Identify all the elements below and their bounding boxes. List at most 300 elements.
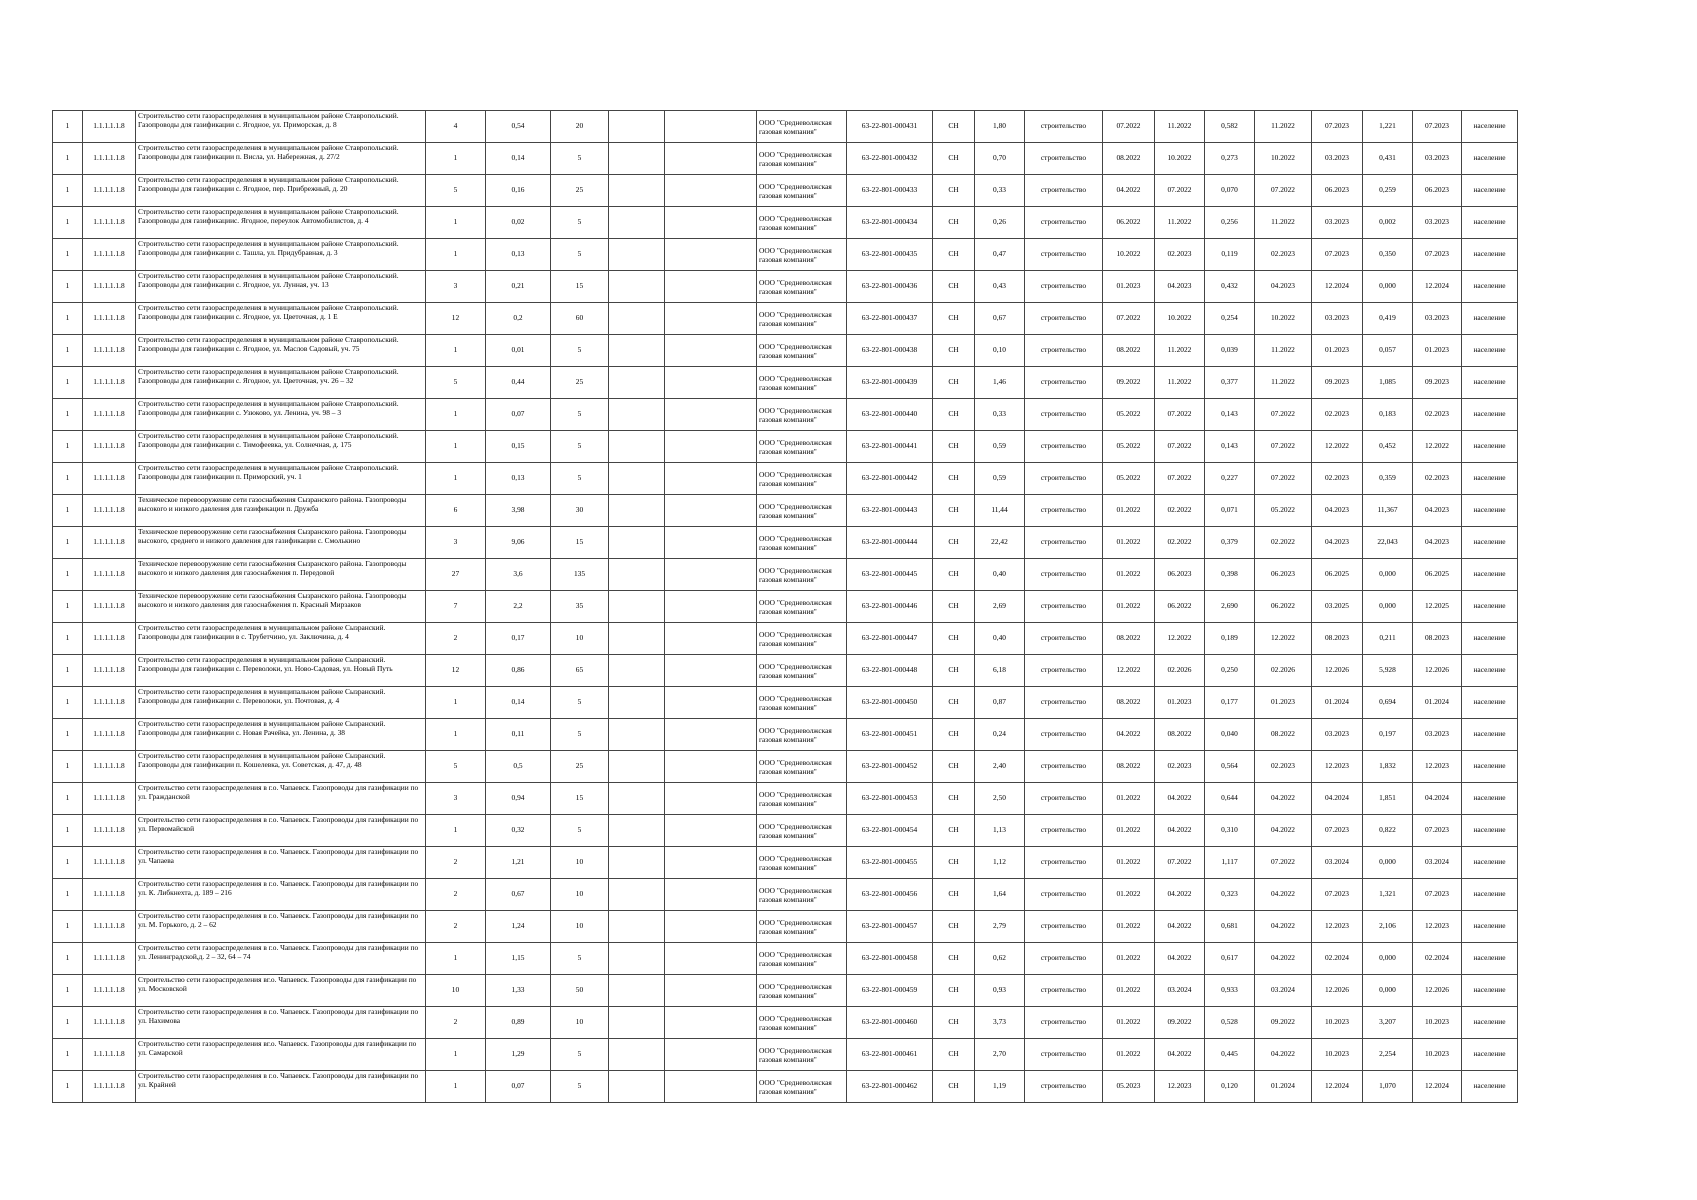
stage1-end-date-cell: 07.2022 [1155,175,1205,207]
start-date-cell: 05.2022 [1103,399,1155,431]
description-text: Строительство сети газораспределения в г.о. Чапаевск. Газопроводы для газификации по ул. Гражданской [138,783,419,801]
stage1-value-cell: 0,120 [1205,1071,1255,1103]
capacity-cell: 10 [551,1007,609,1039]
work-type-cell: строительство [1025,175,1103,207]
stage1-value-cell: 0,445 [1205,1039,1255,1071]
work-type-cell: строительство [1025,143,1103,175]
pressure-category-cell: СН [933,431,975,463]
description-text: Строительство сети газораспределения в муниципальном районе Сызранский. Газопроводы для газификации с. Переволоки, ул. Ново-Садовая, ул. Новый Путь [138,655,393,673]
length-cell: 3,6 [486,559,551,591]
start-date-cell: 04.2022 [1103,719,1155,751]
stage1-value-cell: 0,256 [1205,207,1255,239]
code-cell: 1.1.1.1.1.8 [83,1039,136,1071]
quantity-cell: 2 [426,847,486,879]
description-text: Строительство сети газораспределения в г.о. Чапаевск. Газопроводы для газификации по ул. Первомайской [138,815,419,833]
stage1-end-date-cell: 01.2023 [1155,687,1205,719]
organization-cell: ООО "Средневолжская газовая компания" [757,975,847,1007]
code-cell: 1.1.1.1.1.8 [83,175,136,207]
consumer-category-cell: население [1462,591,1518,623]
stage2-start-date-cell: 07.2022 [1255,463,1312,495]
description-text: Строительство сети газораспределения в муниципальном районе Ставропольский. Газопроводы для газификации с. Ягодное, ул. Маслов Садовый, уч. 75 [138,335,399,353]
registry-number-cell: 63-22-801-000450 [847,687,933,719]
empty-cell [665,399,757,431]
consumer-category-cell: население [1462,431,1518,463]
stage2-end-date-cell: 06.2023 [1312,175,1363,207]
table-body [53,111,1518,1103]
registry-number-cell: 63-22-801-000448 [847,655,933,687]
stage2-end-date-cell: 07.2023 [1312,879,1363,911]
empty-cell [665,207,757,239]
stage2-end-date-cell: 09.2023 [1312,367,1363,399]
stage2-start-date-cell: 04.2022 [1255,783,1312,815]
empty-cell [609,335,665,367]
organization-cell: ООО "Средневолжская газовая компания" [757,943,847,975]
consumer-category-cell: население [1462,143,1518,175]
consumer-category-cell: население [1462,1071,1518,1103]
cost-cell: 6,18 [975,655,1025,687]
completion-date-cell: 03.2023 [1413,207,1462,239]
quantity-cell: 2 [426,911,486,943]
code-cell: 1.1.1.1.1.8 [83,271,136,303]
stage2-end-date-cell: 06.2025 [1312,559,1363,591]
stage1-value-cell: 0,432 [1205,271,1255,303]
description-cell [136,911,426,943]
stage1-value-cell: 0,617 [1205,943,1255,975]
completion-date-cell: 03.2024 [1413,847,1462,879]
organization-cell: ООО "Средневолжская газовая компания" [757,239,847,271]
empty-cell [665,751,757,783]
empty-cell [665,431,757,463]
stage2-end-date-cell: 03.2023 [1312,207,1363,239]
completion-date-cell: 01.2024 [1413,687,1462,719]
registry-number-cell: 63-22-801-000445 [847,559,933,591]
stage2-end-date-cell: 08.2023 [1312,623,1363,655]
start-date-cell: 10.2022 [1103,239,1155,271]
cost-cell: 1,46 [975,367,1025,399]
organization-cell: ООО "Средневолжская газовая компания" [757,431,847,463]
description-cell [136,591,426,623]
table-row [53,303,1518,335]
empty-cell [609,463,665,495]
table-row [53,943,1518,975]
start-date-cell: 01.2022 [1103,527,1155,559]
organization-cell: ООО "Средневолжская газовая компания" [757,751,847,783]
start-date-cell: 01.2022 [1103,975,1155,1007]
stage1-end-date-cell: 04.2023 [1155,271,1205,303]
cost-cell: 11,44 [975,495,1025,527]
length-cell: 0,11 [486,719,551,751]
code-cell: 1.1.1.1.1.8 [83,943,136,975]
empty-cell [609,431,665,463]
empty-cell [665,303,757,335]
code-cell: 1.1.1.1.1.8 [83,207,136,239]
pressure-category-cell: СН [933,879,975,911]
pressure-category-cell: СН [933,591,975,623]
cost-cell: 2,50 [975,783,1025,815]
stage1-value-cell: 0,071 [1205,495,1255,527]
capacity-cell: 60 [551,303,609,335]
work-type-cell: строительство [1025,655,1103,687]
completion-date-cell: 07.2023 [1413,815,1462,847]
capacity-cell: 5 [551,943,609,975]
stage1-value-cell: 0,528 [1205,1007,1255,1039]
quantity-cell: 5 [426,175,486,207]
length-cell: 0,89 [486,1007,551,1039]
stage1-end-date-cell: 02.2026 [1155,655,1205,687]
length-cell: 0,54 [486,111,551,143]
table-row [53,1071,1518,1103]
capacity-cell: 5 [551,335,609,367]
stage1-end-date-cell: 04.2022 [1155,1039,1205,1071]
cost-cell: 2,79 [975,911,1025,943]
row-number-cell: 1 [53,143,83,175]
description-text: Строительство сети газораспределения в г.о. Чапаевск. Газопроводы для газификации по ул. Ленинградской,д. 2 – 32, 64 – 74 [138,943,419,961]
row-number-cell: 1 [53,175,83,207]
empty-cell [665,591,757,623]
stage2-start-date-cell: 02.2022 [1255,527,1312,559]
registry-number-cell: 63-22-801-000462 [847,1071,933,1103]
stage2-value-cell: 1,070 [1363,1071,1413,1103]
pressure-category-cell: СН [933,719,975,751]
code-cell: 1.1.1.1.1.8 [83,1007,136,1039]
description-text: Строительство сети газораспределения вг.о. Чапаевск. Газопроводы для газификации по ул. Московской [138,975,417,993]
stage2-value-cell: 0,183 [1363,399,1413,431]
row-number-cell: 1 [53,303,83,335]
empty-cell [609,975,665,1007]
row-number-cell: 1 [53,943,83,975]
organization-cell: ООО "Средневолжская газовая компания" [757,591,847,623]
organization-cell: ООО "Средневолжская газовая компания" [757,1039,847,1071]
empty-cell [609,879,665,911]
stage2-start-date-cell: 04.2023 [1255,271,1312,303]
registry-number-cell: 63-22-801-000461 [847,1039,933,1071]
stage1-end-date-cell: 07.2022 [1155,847,1205,879]
start-date-cell: 01.2023 [1103,271,1155,303]
cost-cell: 0,47 [975,239,1025,271]
stage1-end-date-cell: 08.2022 [1155,719,1205,751]
stage2-value-cell: 3,207 [1363,1007,1413,1039]
empty-cell [609,175,665,207]
capacity-cell: 15 [551,527,609,559]
pressure-category-cell: СН [933,1007,975,1039]
cost-cell: 0,33 [975,399,1025,431]
start-date-cell: 01.2022 [1103,879,1155,911]
work-type-cell: строительство [1025,719,1103,751]
empty-cell [665,879,757,911]
registry-number-cell: 63-22-801-000444 [847,527,933,559]
consumer-category-cell: население [1462,623,1518,655]
start-date-cell: 01.2022 [1103,1039,1155,1071]
description-cell [136,463,426,495]
work-type-cell: строительство [1025,591,1103,623]
stage2-value-cell: 1,221 [1363,111,1413,143]
stage1-value-cell: 0,040 [1205,719,1255,751]
organization-cell: ООО "Средневолжская газовая компания" [757,143,847,175]
completion-date-cell: 12.2025 [1413,591,1462,623]
work-type-cell: строительство [1025,367,1103,399]
description-cell [136,207,426,239]
description-cell [136,783,426,815]
quantity-cell: 2 [426,879,486,911]
pressure-category-cell: СН [933,271,975,303]
capacity-cell: 5 [551,399,609,431]
stage2-end-date-cell: 10.2023 [1312,1039,1363,1071]
work-type-cell: строительство [1025,399,1103,431]
row-number-cell: 1 [53,271,83,303]
stage1-end-date-cell: 02.2022 [1155,527,1205,559]
completion-date-cell: 02.2023 [1413,399,1462,431]
registry-number-cell: 63-22-801-000453 [847,783,933,815]
length-cell: 0,16 [486,175,551,207]
work-type-cell: строительство [1025,879,1103,911]
description-cell [136,303,426,335]
table-row [53,655,1518,687]
code-cell: 1.1.1.1.1.8 [83,463,136,495]
work-type-cell: строительство [1025,815,1103,847]
organization-cell: ООО "Средневолжская газовая компания" [757,207,847,239]
stage2-value-cell: 1,851 [1363,783,1413,815]
stage1-end-date-cell: 11.2022 [1155,335,1205,367]
description-text: Строительство сети газораспределения в муниципальном районе Ставропольский. Газопроводы для газификациис. Ягодное, переулок Автомобилистов, д. 4 [138,207,399,225]
code-cell: 1.1.1.1.1.8 [83,111,136,143]
code-cell: 1.1.1.1.1.8 [83,623,136,655]
stage1-value-cell: 0,644 [1205,783,1255,815]
row-number-cell: 1 [53,879,83,911]
description-text: Строительство сети газораспределения в муниципальном районе Ставропольский. Газопроводы для газификации с. Ягодное, пер. Прибрежный, д. 20 [138,175,399,193]
organization-cell: ООО "Средневолжская газовая компания" [757,527,847,559]
quantity-cell: 1 [426,143,486,175]
description-text: Техническое перевооружение сети газоснабжения Сызранского района. Газопроводы высокого, среднего и низкого давления для газификации с. Смолькино [138,527,407,545]
pressure-category-cell: СН [933,783,975,815]
completion-date-cell: 12.2023 [1413,911,1462,943]
stage1-end-date-cell: 06.2023 [1155,559,1205,591]
capacity-cell: 5 [551,239,609,271]
completion-date-cell: 02.2024 [1413,943,1462,975]
pressure-category-cell: СН [933,815,975,847]
consumer-category-cell: население [1462,111,1518,143]
table-row [53,527,1518,559]
capacity-cell: 25 [551,175,609,207]
stage2-end-date-cell: 12.2022 [1312,431,1363,463]
code-cell: 1.1.1.1.1.8 [83,655,136,687]
start-date-cell: 08.2022 [1103,687,1155,719]
work-type-cell: строительство [1025,559,1103,591]
start-date-cell: 04.2022 [1103,175,1155,207]
work-type-cell: строительство [1025,975,1103,1007]
cost-cell: 0,40 [975,559,1025,591]
capacity-cell: 10 [551,911,609,943]
stage2-value-cell: 0,000 [1363,943,1413,975]
stage2-start-date-cell: 11.2022 [1255,111,1312,143]
consumer-category-cell: население [1462,943,1518,975]
stage1-value-cell: 0,250 [1205,655,1255,687]
stage2-value-cell: 11,367 [1363,495,1413,527]
stage2-start-date-cell: 07.2022 [1255,431,1312,463]
description-cell [136,559,426,591]
pressure-category-cell: СН [933,847,975,879]
empty-cell [609,655,665,687]
quantity-cell: 1 [426,239,486,271]
organization-cell: ООО "Средневолжская газовая компания" [757,687,847,719]
capacity-cell: 35 [551,591,609,623]
empty-cell [665,975,757,1007]
stage2-end-date-cell: 03.2023 [1312,303,1363,335]
description-cell [136,687,426,719]
consumer-category-cell: население [1462,879,1518,911]
code-cell: 1.1.1.1.1.8 [83,399,136,431]
stage2-end-date-cell: 12.2024 [1312,1071,1363,1103]
stage1-value-cell: 0,143 [1205,431,1255,463]
quantity-cell: 2 [426,623,486,655]
start-date-cell: 05.2022 [1103,463,1155,495]
organization-cell: ООО "Средневолжская газовая компания" [757,463,847,495]
completion-date-cell: 03.2023 [1413,719,1462,751]
stage2-value-cell: 0,822 [1363,815,1413,847]
completion-date-cell: 08.2023 [1413,623,1462,655]
length-cell: 1,33 [486,975,551,1007]
row-number-cell: 1 [53,239,83,271]
table-row [53,399,1518,431]
stage2-value-cell: 0,000 [1363,591,1413,623]
quantity-cell: 1 [426,399,486,431]
consumer-category-cell: население [1462,559,1518,591]
code-cell: 1.1.1.1.1.8 [83,719,136,751]
description-text: Строительство сети газораспределения в муниципальном районе Сызранский. Газопроводы для газификации с. Новая Рачейка, ул. Ленина, д. 38 [138,719,386,737]
empty-cell [609,207,665,239]
description-cell [136,1071,426,1103]
length-cell: 0,13 [486,239,551,271]
quantity-cell: 1 [426,1071,486,1103]
cost-cell: 0,40 [975,623,1025,655]
completion-date-cell: 04.2023 [1413,495,1462,527]
stage2-value-cell: 0,000 [1363,975,1413,1007]
table-row [53,431,1518,463]
table-row [53,783,1518,815]
description-cell [136,751,426,783]
consumer-category-cell: население [1462,495,1518,527]
organization-cell: ООО "Средневолжская газовая компания" [757,783,847,815]
work-type-cell: строительство [1025,1071,1103,1103]
row-number-cell: 1 [53,559,83,591]
start-date-cell: 08.2022 [1103,751,1155,783]
pressure-category-cell: СН [933,239,975,271]
row-number-cell: 1 [53,911,83,943]
code-cell: 1.1.1.1.1.8 [83,879,136,911]
table-row [53,591,1518,623]
work-type-cell: строительство [1025,335,1103,367]
organization-cell: ООО "Средневолжская газовая компания" [757,1071,847,1103]
empty-cell [609,111,665,143]
pressure-category-cell: СН [933,1039,975,1071]
row-number-cell: 1 [53,1039,83,1071]
investment-program-table [52,110,1518,1103]
stage2-value-cell: 0,000 [1363,271,1413,303]
cost-cell: 0,70 [975,143,1025,175]
code-cell: 1.1.1.1.1.8 [83,495,136,527]
stage2-end-date-cell: 04.2023 [1312,495,1363,527]
stage2-value-cell: 0,359 [1363,463,1413,495]
stage2-end-date-cell: 02.2024 [1312,943,1363,975]
description-cell [136,655,426,687]
pressure-category-cell: СН [933,623,975,655]
table-row [53,975,1518,1007]
work-type-cell: строительство [1025,239,1103,271]
stage2-start-date-cell: 01.2023 [1255,687,1312,719]
stage2-value-cell: 0,350 [1363,239,1413,271]
cost-cell: 0,43 [975,271,1025,303]
completion-date-cell: 03.2023 [1413,143,1462,175]
row-number-cell: 1 [53,655,83,687]
completion-date-cell: 04.2024 [1413,783,1462,815]
empty-cell [665,463,757,495]
registry-number-cell: 63-22-801-000431 [847,111,933,143]
start-date-cell: 01.2022 [1103,559,1155,591]
registry-number-cell: 63-22-801-000458 [847,943,933,975]
stage2-value-cell: 0,197 [1363,719,1413,751]
stage2-value-cell: 1,321 [1363,879,1413,911]
length-cell: 0,14 [486,687,551,719]
row-number-cell: 1 [53,399,83,431]
stage2-end-date-cell: 12.2023 [1312,911,1363,943]
stage1-end-date-cell: 04.2022 [1155,911,1205,943]
pressure-category-cell: СН [933,143,975,175]
completion-date-cell: 09.2023 [1413,367,1462,399]
row-number-cell: 1 [53,495,83,527]
length-cell: 0,15 [486,431,551,463]
table-row [53,847,1518,879]
completion-date-cell: 12.2023 [1413,751,1462,783]
empty-cell [665,175,757,207]
empty-cell [609,495,665,527]
capacity-cell: 50 [551,975,609,1007]
length-cell: 9,06 [486,527,551,559]
completion-date-cell: 04.2023 [1413,527,1462,559]
registry-number-cell: 63-22-801-000452 [847,751,933,783]
stage2-start-date-cell: 01.2024 [1255,1071,1312,1103]
work-type-cell: строительство [1025,463,1103,495]
row-number-cell: 1 [53,367,83,399]
description-cell [136,623,426,655]
consumer-category-cell: население [1462,303,1518,335]
registry-number-cell: 63-22-801-000433 [847,175,933,207]
pressure-category-cell: СН [933,911,975,943]
capacity-cell: 5 [551,687,609,719]
description-text: Строительство сети газораспределения в муниципальном районе Сызранский. Газопроводы для газификации п. Кошелевка, ул. Советская, д. 47, д. 48 [138,751,386,769]
empty-cell [665,687,757,719]
work-type-cell: строительство [1025,623,1103,655]
length-cell: 0,2 [486,303,551,335]
registry-number-cell: 63-22-801-000460 [847,1007,933,1039]
consumer-category-cell: население [1462,751,1518,783]
cost-cell: 1,19 [975,1071,1025,1103]
completion-date-cell: 10.2023 [1413,1007,1462,1039]
organization-cell: ООО "Средневолжская газовая компания" [757,847,847,879]
empty-cell [609,751,665,783]
description-cell [136,495,426,527]
organization-cell: ООО "Средневолжская газовая компания" [757,303,847,335]
pressure-category-cell: СН [933,367,975,399]
empty-cell [609,623,665,655]
consumer-category-cell: население [1462,815,1518,847]
quantity-cell: 1 [426,431,486,463]
row-number-cell: 1 [53,591,83,623]
capacity-cell: 15 [551,783,609,815]
code-cell: 1.1.1.1.1.8 [83,783,136,815]
stage2-start-date-cell: 04.2022 [1255,1039,1312,1071]
table-row [53,239,1518,271]
table-row [53,719,1518,751]
start-date-cell: 07.2022 [1103,303,1155,335]
